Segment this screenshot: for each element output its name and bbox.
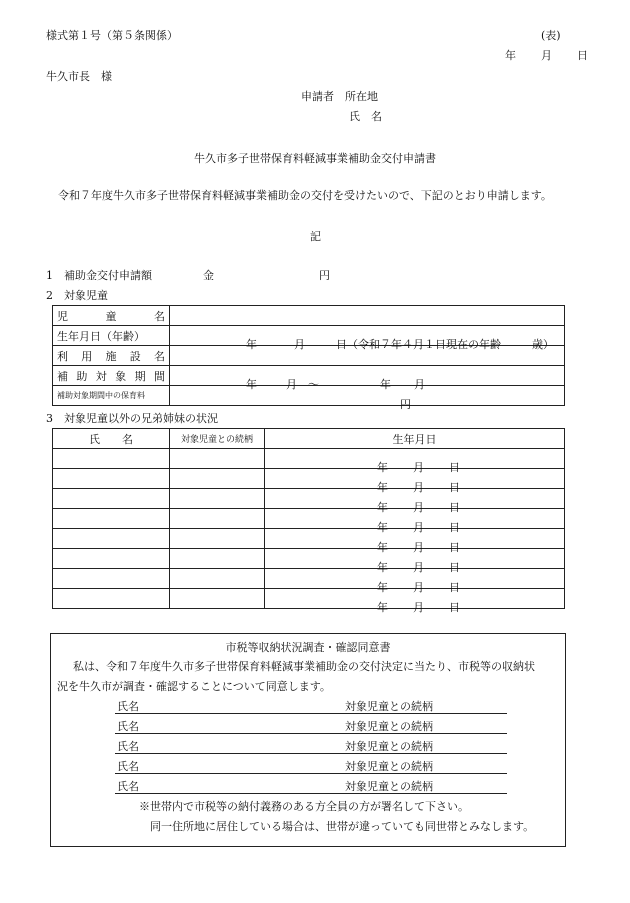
target-child-table — [52, 305, 565, 411]
sibling-row — [53, 569, 565, 589]
sibling-name-field[interactable] — [53, 549, 170, 569]
signature-line[interactable] — [115, 718, 507, 734]
signature-name-label: 氏名 — [117, 780, 139, 793]
sibling-relation-field[interactable] — [170, 509, 265, 529]
signature-relation-label: 対象児童との続柄 — [345, 780, 433, 793]
signature-line[interactable] — [115, 698, 507, 714]
date-day-label: 日 — [577, 49, 588, 62]
sibling-row — [53, 589, 565, 609]
addressee: 牛久市長 様 — [46, 70, 112, 83]
col-name-header: 氏 名 — [53, 429, 170, 449]
sibling-row — [53, 549, 565, 569]
sibling-relation-field[interactable] — [170, 489, 265, 509]
col-relation-header: 対象児童との続柄 — [170, 429, 265, 449]
fee-label: 補助対象期間中の保育料 — [53, 386, 170, 406]
consent-title: 市税等収納状況調査・確認同意書 — [225, 641, 391, 654]
child-birth-label: 生年月日（年齢） — [53, 326, 170, 346]
signature-relation-label: 対象児童との続柄 — [345, 720, 433, 733]
signature-relation-label: 対象児童との続柄 — [345, 740, 433, 753]
sibling-birth-field[interactable]: 年 月 日 — [265, 569, 565, 589]
siblings-table — [52, 428, 565, 614]
period-field[interactable]: 年 月 ～ 年 月 — [170, 366, 565, 386]
child-birth-field[interactable]: 年 月 日（令和７年４月１日現在の年齢 歳） — [170, 326, 565, 346]
signature-relation-label: 対象児童との続柄 — [345, 760, 433, 773]
signature-relation-label: 対象児童との続柄 — [345, 700, 433, 713]
child-name-row — [53, 306, 565, 326]
sibling-name-field[interactable] — [53, 509, 170, 529]
section3-label: 3 対象児童以外の兄弟姉妹の状況 — [46, 412, 218, 425]
signature-line[interactable] — [115, 778, 507, 794]
applicant-name-label: 氏 名 — [349, 110, 382, 123]
sibling-name-field[interactable] — [53, 449, 170, 469]
sibling-name-field[interactable] — [53, 469, 170, 489]
facility-label: 利 用 施 設 名 — [57, 349, 165, 363]
sibling-birth-field[interactable]: 年 月 日 — [265, 589, 565, 609]
signature-line[interactable] — [115, 738, 507, 754]
consent-body-1: 私は、令和７年度牛久市多子世帯保育料軽減事業補助金の交付決定に当たり、市税等の収納状 — [73, 660, 535, 673]
sibling-row — [53, 489, 565, 509]
date-month-label: 月 — [541, 49, 552, 62]
siblings-header-row — [53, 429, 565, 449]
signature-name-label: 氏名 — [117, 740, 139, 753]
date-year-label: 年 — [505, 49, 516, 62]
applicant-address-label: 申請者 所在地 — [301, 90, 378, 103]
sibling-birth-field[interactable]: 年 月 日 — [265, 509, 565, 529]
section1-kin: 金 — [203, 269, 214, 282]
sibling-relation-field[interactable] — [170, 469, 265, 489]
sibling-birth-field[interactable]: 年 月 日 — [265, 529, 565, 549]
child-birth-row — [53, 326, 565, 346]
sibling-row — [53, 449, 565, 469]
sibling-row — [53, 509, 565, 529]
child-name-label: 児 童 名 — [57, 309, 165, 323]
section2-label: 2 対象児童 — [46, 289, 108, 302]
child-name-field[interactable] — [170, 306, 565, 326]
sibling-name-field[interactable] — [53, 589, 170, 609]
sibling-relation-field[interactable] — [170, 529, 265, 549]
signature-name-label: 氏名 — [117, 720, 139, 733]
document-title: 牛久市多子世帯保育料軽減事業補助金交付申請書 — [194, 152, 436, 165]
sibling-relation-field[interactable] — [170, 569, 265, 589]
consent-note-2: 同一住所地に居住している場合は、世帯が違っていても同世帯とみなします。 — [150, 820, 535, 833]
sibling-row — [53, 469, 565, 489]
consent-note-1: ※世帯内で市税等の納付義務のある方全員の方が署名して下さい。 — [139, 800, 469, 813]
sibling-birth-field[interactable]: 年 月 日 — [265, 449, 565, 469]
consent-box — [50, 633, 566, 847]
sibling-relation-field[interactable] — [170, 589, 265, 609]
sibling-relation-field[interactable] — [170, 549, 265, 569]
sibling-name-field[interactable] — [53, 569, 170, 589]
consent-body-2: 況を牛久市が調査・確認することについて同意します。 — [57, 680, 331, 693]
sibling-birth-field[interactable]: 年 月 日 — [265, 489, 565, 509]
section1-label: 1 補助金交付申請額 — [46, 269, 152, 282]
col-birth-header: 生年月日 — [265, 429, 565, 449]
sibling-name-field[interactable] — [53, 529, 170, 549]
signature-line[interactable] — [115, 758, 507, 774]
ki-mark: 記 — [310, 230, 321, 243]
signature-name-label: 氏名 — [117, 760, 139, 773]
sibling-relation-field[interactable] — [170, 449, 265, 469]
sibling-name-field[interactable] — [53, 489, 170, 509]
period-row — [53, 366, 565, 386]
side-label: (表) — [541, 29, 561, 42]
form-number: 様式第１号（第５条関係） — [46, 29, 178, 42]
sibling-birth-field[interactable]: 年 月 日 — [265, 469, 565, 489]
period-label: 補 助 対 象 期 間 — [57, 369, 165, 383]
fee-field[interactable]: 円 — [170, 386, 565, 406]
intro-text: 令和７年度牛久市多子世帯保育料軽減事業補助金の交付を受けたいので、下記のとおり申請します。 — [58, 189, 552, 202]
section1-yen: 円 — [319, 269, 330, 282]
sibling-birth-field[interactable]: 年 月 日 — [265, 549, 565, 569]
sibling-row — [53, 529, 565, 549]
signature-name-label: 氏名 — [117, 700, 139, 713]
